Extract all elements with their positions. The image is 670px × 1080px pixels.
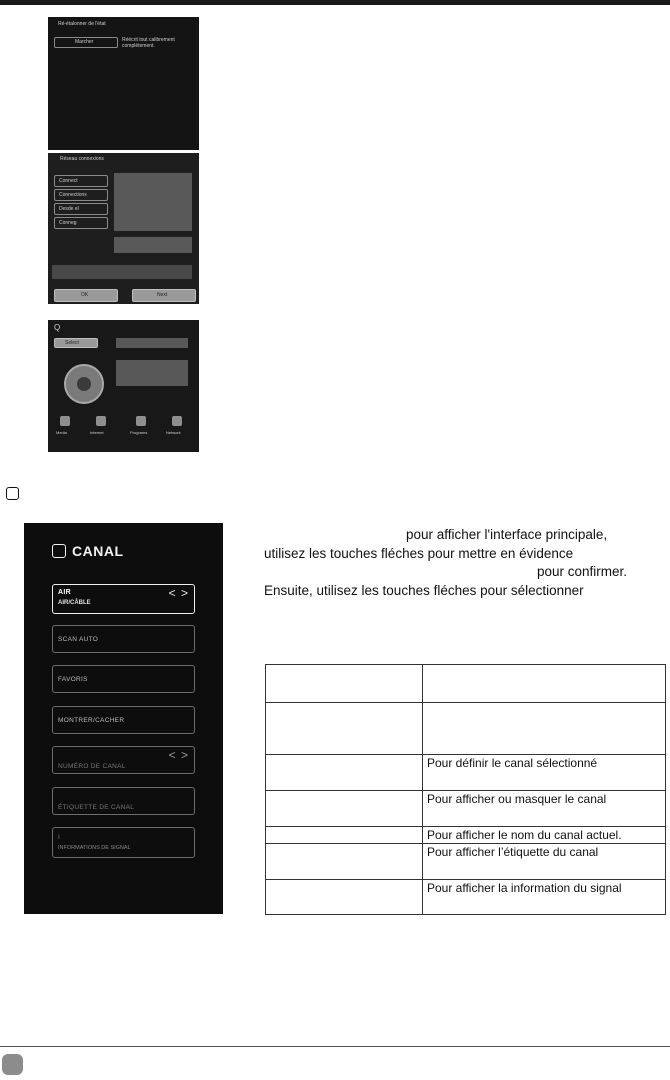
table-cell: Pour définir le canal sélectionné [423, 755, 666, 791]
table-cell [423, 665, 666, 703]
remote-dpad-icon [64, 364, 104, 404]
table-cell: Pour afficher l’étiquette du canal [423, 844, 666, 880]
table-row [266, 755, 666, 791]
screenshot-text: Réécrit tout calibrement complètement. [122, 37, 175, 49]
left-right-arrows-icon: < > [168, 748, 189, 762]
screenshot-text-block [114, 173, 192, 231]
checkbox-icon [52, 544, 66, 558]
table-cell [266, 844, 423, 880]
menu-item-scan-auto[interactable]: SCAN AUTO [52, 625, 195, 653]
menu-item-air[interactable]: AIR AIR/CÂBLE < > [52, 584, 195, 614]
screenshot-title: Ré-étalonner de l'état [58, 21, 106, 27]
icon-label: Internet [90, 430, 104, 435]
instruction-line: Ensuite, utilisez les touches fléches pour sélectionner [264, 582, 584, 598]
instruction-line: utilisez les touches fléches pour mettre en évidence [264, 545, 574, 561]
bottom-rule [0, 1046, 670, 1047]
table-row [266, 844, 666, 880]
table-cell [266, 703, 423, 755]
screenshot-title: Q [54, 323, 61, 332]
table-cell: Pour afficher ou masquer le canal [423, 791, 666, 827]
table-cell [266, 755, 423, 791]
screenshot-text-block [52, 265, 192, 279]
canal-title: CANAL [72, 543, 124, 559]
table-cell [266, 791, 423, 827]
menu-item-etiquette-de-canal[interactable]: ÉTIQUETTE DE CANAL [52, 787, 195, 815]
screenshot-text-block [114, 237, 192, 253]
canal-menu-screenshot [24, 523, 223, 914]
menu-item-informations-de-signal[interactable]: I INFORMATIONS DE SIGNAL [52, 827, 195, 858]
icon-label: Programs [130, 430, 148, 435]
instruction-line: pour confirmer. [537, 564, 628, 579]
menu-item-numero-de-canal[interactable]: NUMÉRO DE CANAL < > [52, 746, 195, 774]
screenshot-footer-button: OK [54, 289, 118, 302]
screenshot-button: Conneg [54, 217, 108, 229]
screenshot-button: Connect [54, 175, 108, 187]
table-cell [423, 703, 666, 755]
screenshot-recalibrate [48, 17, 199, 150]
screenshot-button: Desde el [54, 203, 108, 215]
section-checkbox-icon [6, 487, 19, 500]
internet-icon [96, 416, 106, 426]
screenshot-text-block [116, 338, 188, 348]
table-cell: Pour afficher la information du signal [423, 880, 666, 915]
screenshot-title: Réseau connexions [60, 156, 104, 162]
table-cell [266, 880, 423, 915]
table-row [266, 665, 666, 703]
network-icon [172, 416, 182, 426]
instruction-line: pour afficher l'interface principale, [406, 527, 608, 542]
icon-label: Media [56, 430, 67, 435]
screenshot-button: Select [54, 338, 98, 348]
option-description-table [265, 664, 666, 915]
screenshot-network [48, 153, 199, 304]
top-rule [0, 0, 670, 5]
table-row [266, 827, 666, 844]
menu-item-favoris[interactable]: FAVORIS [52, 665, 195, 693]
page-number-badge [2, 1054, 23, 1075]
table-cell [266, 827, 423, 844]
icon-label: Network [166, 430, 181, 435]
table-cell: Pour afficher le nom du canal actuel. [423, 827, 666, 844]
table-cell [266, 665, 423, 703]
screenshot-button: Connections [54, 189, 108, 201]
canal-header [52, 543, 124, 559]
screenshot-button: Marcher [54, 37, 118, 48]
instructions-paragraph [264, 526, 664, 600]
table-row [266, 791, 666, 827]
screenshot-main-interface [48, 320, 199, 452]
table-row [266, 703, 666, 755]
menu-item-montrer-cacher[interactable]: MONTRER/CACHER [52, 706, 195, 734]
left-right-arrows-icon: < > [168, 586, 189, 600]
screenshot-footer-button: Next [132, 289, 196, 302]
media-icon [60, 416, 70, 426]
table-row [266, 880, 666, 915]
programs-icon [136, 416, 146, 426]
dpad-center [77, 377, 91, 391]
screenshot-text-block [116, 360, 188, 386]
